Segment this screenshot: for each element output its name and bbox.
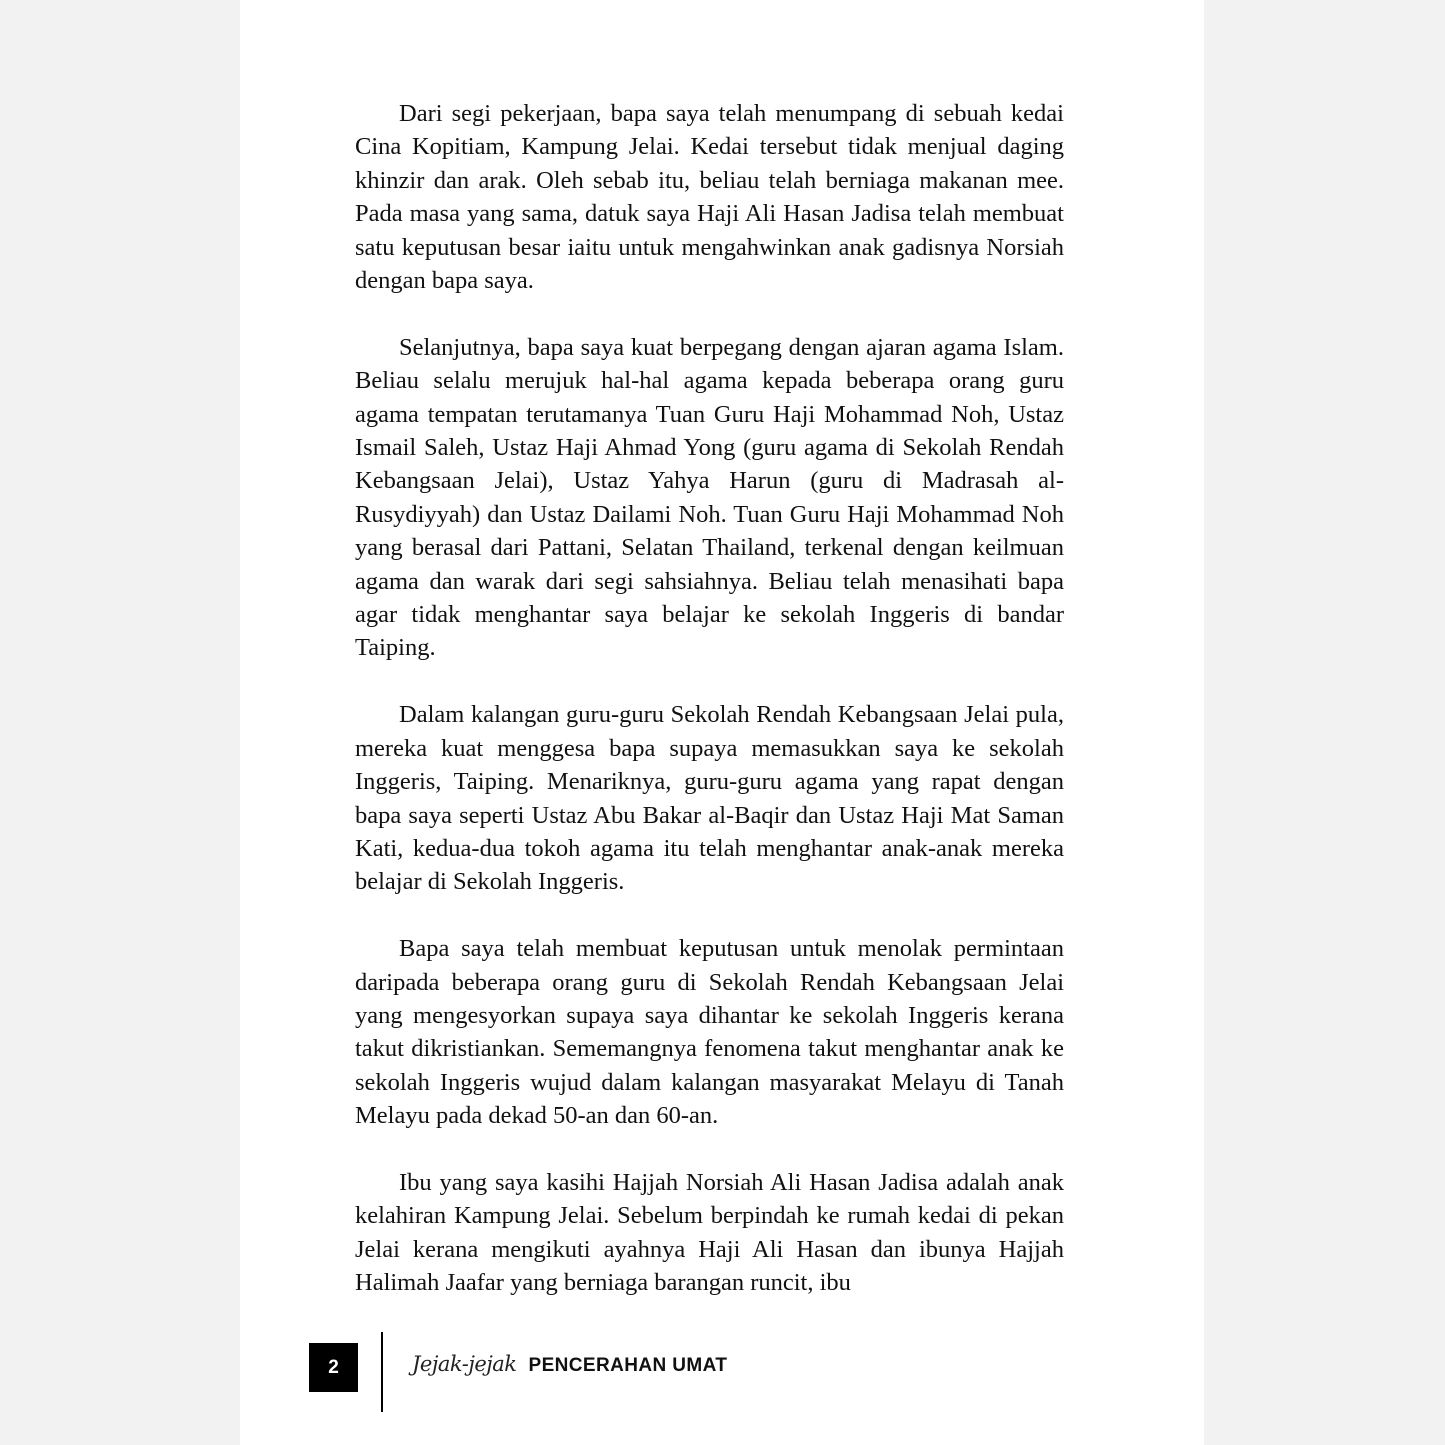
paragraph-3: Dalam kalangan guru-guru Sekolah Rendah Kebangsaan Jelai pula, mereka kuat menggesa bapa supaya memasukkan saya ke sekolah Inggeris, Taiping. Menariknya, guru-guru agama yang rapat dengan bapa saya seperti Ustaz Abu Bakar al-Baqir dan Ustaz Haji Mat Saman Kati, kedua-dua tokoh agama itu telah menghantar anak-anak mereka belajar di Sekolah Inggeris. xyxy=(355,701,1064,896)
paragraph-1: Dari segi pekerjaan, bapa saya telah menumpang di sebuah kedai Cina Kopitiam, Kampung Jelai. Kedai tersebut tidak menjual daging khinzir dan arak. Oleh sebab itu, beliau telah berniaga makanan mee. Pada masa yang sama, datuk saya Haji Ali Hasan Jadisa telah membuat satu keputusan besar iaitu untuk mengahwinkan anak gadisnya Norsiah dengan bapa saya. xyxy=(355,100,1064,295)
paragraph-2: Selanjutnya, bapa saya kuat berpegang dengan ajaran agama Islam. Beliau selalu merujuk hal-hal agama kepada beberapa orang guru agama tempatan terutamanya Tuan Guru Haji Mohammad Noh, Ustaz Ismail Saleh, Ustaz Haji Ahmad Yong (guru agama di Sekolah Rendah Kebangsaan Jelai), Ustaz Yahya Harun (guru di Madrasah al-Rusydiyyah) dan Ustaz Dailami Noh. Tuan Guru Haji Mohammad Noh yang berasal dari Pattani, Selatan Thailand, terkenal dengan keilmuan agama dan warak dari segi sahsiahnya. Beliau telah menasihati bapa agar tidak menghantar saya belajar ke sekolah Inggeris di bandar Taiping. xyxy=(355,333,1064,662)
running-title xyxy=(412,1352,727,1377)
footer-divider xyxy=(381,1332,383,1412)
body-text xyxy=(355,97,1064,1333)
page-footer xyxy=(240,1330,1204,1420)
running-title-script: Jejak-jejak xyxy=(412,1352,517,1376)
paragraph-4: Bapa saya telah membuat keputusan untuk menolak permintaan daripada beberapa orang guru di Sekolah Rendah Kebangsaan Jelai yang mengesyorkan supaya saya dihantar ke sekolah Inggeris kerana takut dikristiankan. Sememangnya fenomena takut menghantar anak ke sekolah Inggeris wujud dalam kalangan masyarakat Melayu di Tanah Melayu pada dekad 50-an dan 60-an. xyxy=(355,935,1064,1130)
running-title-caps: PENCERAHAN UMAT xyxy=(528,1355,728,1376)
page-number: 2 xyxy=(309,1343,358,1392)
paragraph-5: Ibu yang saya kasihi Hajjah Norsiah Ali Hasan Jadisa adalah anak kelahiran Kampung Jelai. Sebelum berpindah ke rumah kedai di pekan Jelai kerana mengikuti ayahnya Haji Ali Hasan dan ibunya Hajjah Halimah Jaafar yang berniaga barangan runcit, ibu xyxy=(355,1168,1064,1297)
book-page xyxy=(240,0,1204,1445)
